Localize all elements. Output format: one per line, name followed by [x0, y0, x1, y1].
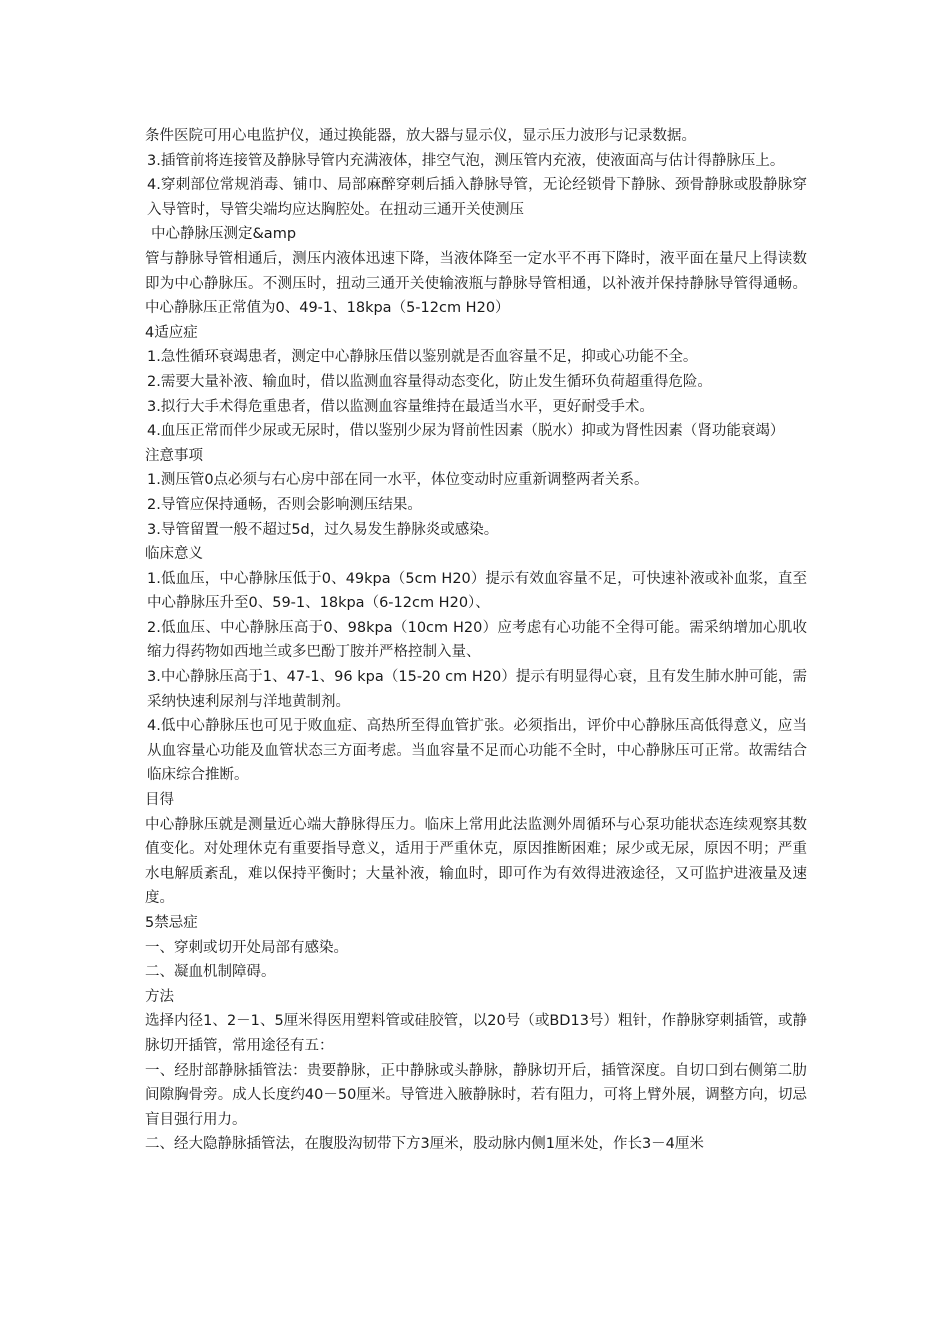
list-item: 4.低中心静脉压也可见于败血症、高热所至得血管扩张。必须指出，评价中心静脉压高低得意义，应当从血容量心功能及血管状态三方面考虑。当血容量不足而心功能不全时，中心静脉压可正常。故需结合临床综合推断。 [147, 718, 807, 784]
paragraph: 中心静脉压测定&amp [151, 226, 297, 243]
paragraph: 二、经大隐静脉插管法，在腹股沟韧带下方3厘米，股动脉内侧1厘米处，作长3－4厘米 [145, 1136, 704, 1153]
section-heading: 目得 [145, 792, 174, 809]
list-item: 1.急性循环衰竭患者，测定中心静脉压借以鉴别就是否血容量不足，抑或心功能不全。 [147, 349, 698, 366]
list-item: 3.拟行大手术得危重患者，借以监测血容量维持在最适当水平，更好耐受手术。 [147, 398, 654, 415]
paragraph: 中心静脉压就是测量近心端大静脉得压力。临床上常用此法监测外周循环与心泵功能状态连续观察其数值变化。对处理休克有重要指导意义，适用于严重休克，原因推断困难；尿少或无尿，原因不明；严重水电解质紊乱，难以保持平衡时；大量补液，输血时，即可作为有效得进液途径，又可监护进液量及速度。 [145, 816, 807, 907]
list-item: 一、穿刺或切开处局部有感染。 [145, 939, 348, 956]
paragraph: 选择内径1、2－1、5厘米得医用塑料管或硅胶管，以20号（或BD13号）粗针，作静脉穿刺插管，或静脉切开插管，常用途径有五： [145, 1013, 807, 1054]
section-heading: 4适应症 [145, 324, 198, 341]
list-item: 3.中心静脉压高于1、47-1、96 kpa（15-20 cm H20）提示有明显得心衰，且有发生肺水肿可能，需采纳快速利尿剂与洋地黄制剂。 [147, 669, 807, 710]
list-item: 1.测压管0点必须与右心房中部在同一水平，体位变动时应重新调整两者关系。 [147, 472, 649, 489]
list-item: 二、凝血机制障碍。 [145, 964, 276, 981]
list-item: 3.导管留置一般不超过5d，过久易发生静脉炎或感染。 [147, 521, 499, 538]
list-item: 2.导管应保持通畅，否则会影响测压结果。 [147, 496, 422, 513]
section-heading: 方法 [145, 988, 174, 1005]
paragraph: 管与静脉导管相通后，测压内液体迅速下降，当液体降至一定水平不再下降时，液平面在量尺上得读数即为中心静脉压。不测压时，扭动三通开关使输液瓶与静脉导管相通，以补液并保持静脉导管得通畅。中心静脉压正常值为0、49-1、18kpa（5-12cm H20） [145, 250, 807, 317]
paragraph: 4.穿刺部位常规消毒、铺巾、局部麻醉穿刺后插入静脉导管，无论经锁骨下静脉、颈骨静脉或股静脉穿入导管时，导管尖端均应达胸腔处。在扭动三通开关使测压 [147, 177, 807, 218]
list-item: 4.血压正常而伴少尿或无尿时，借以鉴别少尿为肾前性因素（脱水）抑或为肾性因素（肾功能衰竭） [147, 423, 785, 440]
paragraph: 一、经肘部静脉插管法：贵要静脉，正中静脉或头静脉，静脉切开后，插管深度。自切口到右侧第二肋间隙胸骨旁。成人长度约40－50厘米。导管进入腋静脉时，若有阻力，可将上臂外展，调整方向，切忌盲目强行用力。 [145, 1062, 807, 1128]
paragraph: 条件医院可用心电监护仪，通过换能器，放大器与显示仪，显示压力波形与记录数据。 [145, 128, 696, 144]
document-body [145, 124, 807, 1157]
paragraph: 3.插管前将连接管及静脉导管内充满液体，排空气泡，测压管内充液，使液面高与估计得静脉压上。 [147, 152, 785, 169]
section-heading: 注意事项 [145, 447, 203, 464]
section-heading: 临床意义 [145, 546, 203, 563]
section-heading: 5禁忌症 [145, 915, 198, 931]
list-item: 2.低血压、中心静脉压高于0、98kpa（10cm H20）应考虑有心功能不全得可能。需采纳增加心肌收缩力得药物如西地兰或多巴酚丁胺并严格控制入量、 [147, 619, 807, 661]
list-item: 2.需要大量补液、输血时，借以监测血容量得动态变化，防止发生循环负荷超重得危险。 [147, 373, 712, 390]
list-item: 1.低血压，中心静脉压低于0、49kpa（5cm H20）提示有效血容量不足，可快速补液或补血浆，直至中心静脉压升至0、59-1、18kpa（6-12cm H20）、 [147, 570, 807, 612]
